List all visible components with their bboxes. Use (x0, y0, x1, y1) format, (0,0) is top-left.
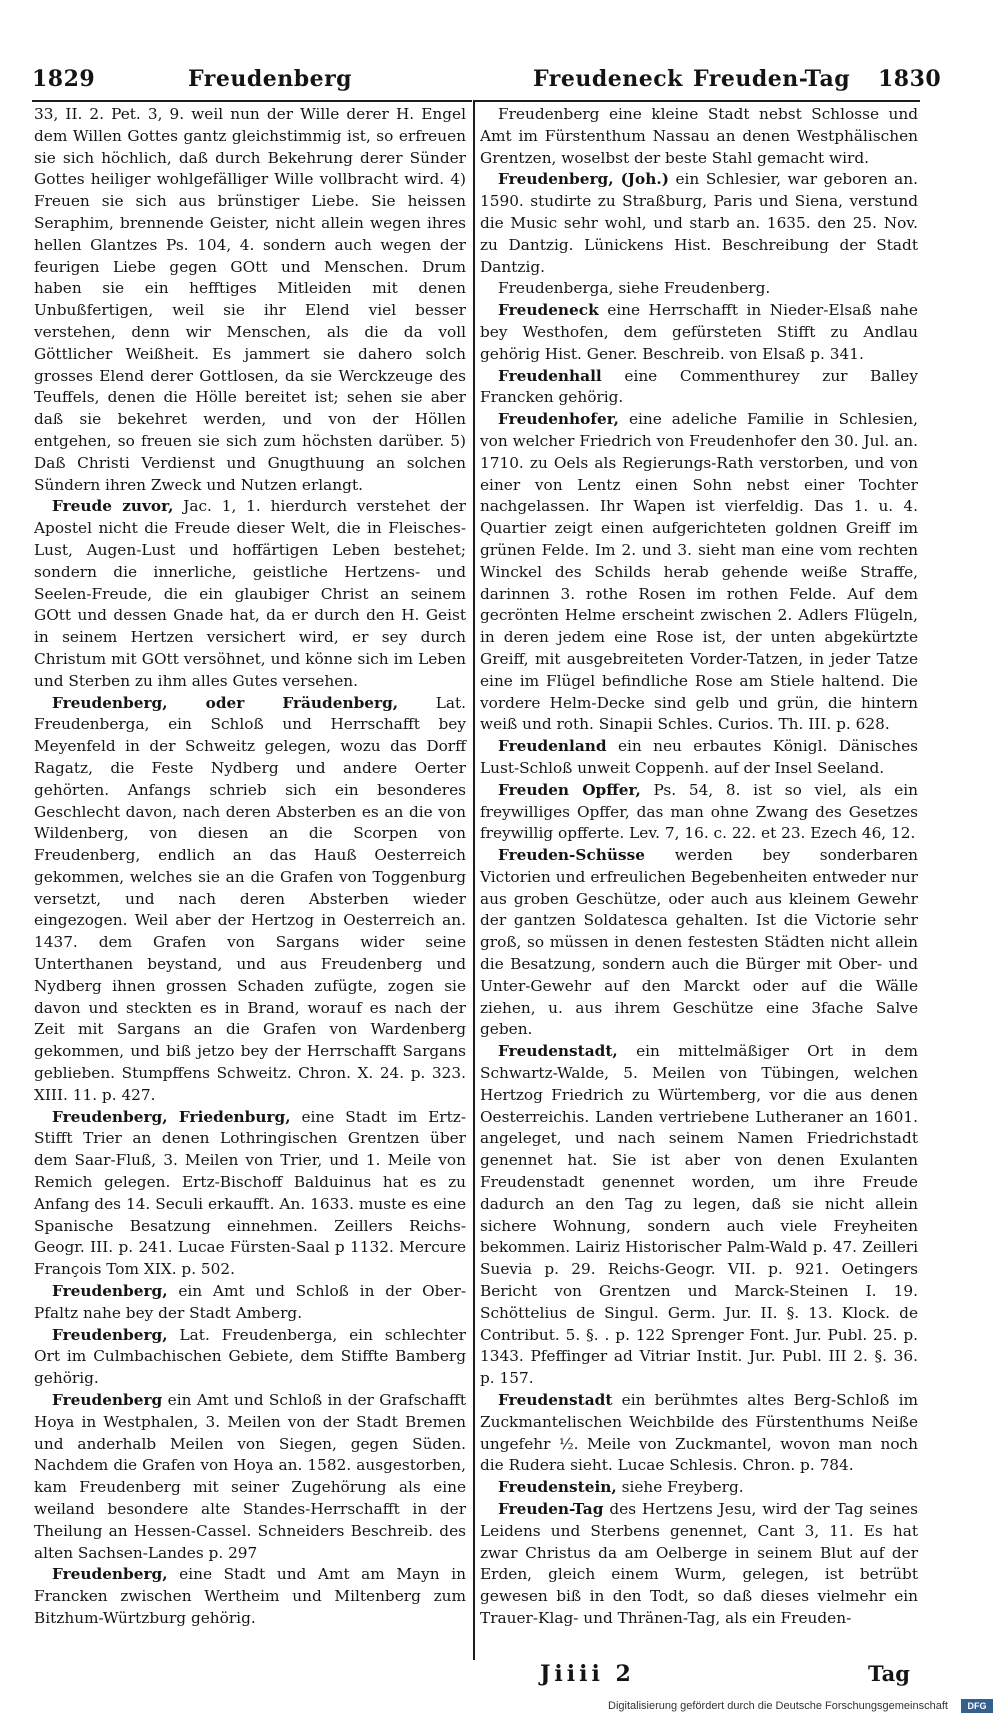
entry-lemma: Freuden-Tag (498, 1500, 604, 1518)
entry-text: ein berühmtes altes Berg-Schloß im Zuckmantelischen Weichbilde des Fürstenthums Neiße ungefehr ½. Meile von Zuckmantel, wovon man noch die Rudera sieht. Lucae Schlesis. Chron. p. 784. (480, 1391, 918, 1475)
entry-text: eine Commenthurey zur Balley Francken gehörig. (480, 366, 918, 407)
entry-left-5 (34, 1325, 466, 1390)
entry-lemma: Freuden Opffer, (498, 780, 641, 799)
entry-right-4 (480, 366, 918, 410)
entry-lemma: Freuden-Schüsse (498, 846, 645, 865)
entry-right-11 (480, 1477, 918, 1499)
entry-text: werden bey sonderbaren Victorien und erfreulichen Begebenheiten entweder nur aus groben Geschütze, oder auch aus kleinem Gewehr der gantzen Soldatesca gehalten. Ist die Victorie sehr groß, so müssen in denen festesten Städten nicht allein die Besatzung, sondern auch die Bürger mit Ober- und Unter-Gewehr auf den Marckt oder auf die Wälle ziehen, u. aus ihrem Geschütze eine 3fache Salve geben. (480, 846, 918, 1039)
entry-right-2 (480, 278, 918, 300)
entry-right-0 (480, 104, 918, 169)
entry-text: eine Stadt im Ertz-Stifft Trier an denen Lothringischen Grentzen über dem Saar-Fluß, 3. Meilen von Trier, und 1. Meile von Remich gelegen. Ertz-Bischoff Balduinus hat es zu Anfang des 14. Seculi erkaufft. An. 1633. muste es eine Spanische Besatzung einnehmen. Zeillers Reichs-Geogr. III. p. 241. Lucae Fürsten-Saal p 1132. Mercure François Tom XIX. p. 502. (34, 1107, 466, 1279)
page-number-left: 1829 (32, 66, 96, 92)
entry-text: Freudenberg eine kleine Stadt nebst Schlosse und Amt im Fürstenthum Nassau an denen Westphälischen Grentzen, woselbst der beste Stahl gemacht wird. (480, 105, 918, 167)
entry-text: Lat. Freudenberga, ein schlechter Ort im Culmbachischen Gebiete, dem Stiffte Bamberg gehörig. (34, 1325, 466, 1388)
entry-lemma: Freudenstein, (498, 1478, 617, 1497)
header-rule-right (474, 100, 920, 102)
entry-text: ein neu erbautes Königl. Dänisches Lust-Schloß unweit Coppenh. auf der Insel Seeland. (480, 737, 918, 777)
entry-left-6 (34, 1390, 466, 1564)
signature-mark: Jiiii 2 (540, 1661, 635, 1687)
entry-lemma: Freudenhofer, (498, 410, 619, 429)
entry-left-3 (34, 1107, 466, 1281)
entry-lemma: Freudenberg, Friedenburg, (52, 1107, 291, 1126)
entry-right-12 (480, 1499, 918, 1630)
page-number-right: 1830 (878, 66, 942, 92)
entry-lemma: Freudenstadt, (498, 1042, 618, 1061)
entry-left-0 (34, 104, 466, 496)
entry-text: ein Amt und Schloß in der Grafschafft Hoya in Westphalen, 3. Meilen von der Stadt Bremen und anderhalb Meilen von Siegen, gegen Süden. Nachdem die Grafen von Hoya an. 1582. ausgestorben, kam Freudenberg mit seiner Zugehörung als eine weiland besondere alte Standes-Herrschafft in der Theilung an Hessen-Cassel. Schneiders Beschreib. des alten Sachsen-Landes p. 297 (34, 1391, 466, 1562)
entry-text: eine Stadt und Amt am Mayn in Francken zwischen Wertheim und Miltenberg zum Bitzhum-Würtzburg gehörig. (34, 1565, 466, 1627)
running-head-left: Freudenberg (188, 66, 353, 92)
funding-note: Digitalisierung gefördert durch die Deutsche Forschungsgemeinschaft (608, 1700, 948, 1712)
entry-text: Lat. Freudenberga, ein Schloß und Herrschafft bey Meyenfeld in der Schweitz gelegen, wozu das Dorff Ragatz, die Feste Nydberg und andere Oerter gehörten. Anfangs schrieb sich ein besonderes Geschlecht davon, nach deren Absterben es an die von Wildenberg, von diesen an die Scorpen von Freudenberg, endlich an das Hauß Oesterreich gekommen, welches sie an die Grafen von Toggenburg versetzt, und nach deren Absterben wieder eingezogen. Weil aber der Hertzog in Oesterreich an. 1437. dem Grafen von Sargans wider seine Unterthanen beystand, und aus Freudenberg und Nydberg ihnen grossen Schaden zufügte, zogen sie davon und steckten es in Brand, worauf es nach der Zeit mit Sargans an die Grafen von Wardenberg gekommen, und biß jetzo bey der Herrschafft Sargans geblieben. Stumpffens Schweitz. Chron. X. 24. p. 323. XIII. 11. p. 427. (34, 693, 466, 1104)
entry-lemma: Freudenberg, (52, 1282, 168, 1301)
entry-text: ein mittelmäßiger Ort in dem Schwartz-Walde, 5. Meilen von Tübingen, welchen Hertzog Friedrich zu Würtemberg, vor die aus denen Oesterreichis. Landen vertriebene Lutheraner an 1601. angeleget, und nach seinem Namen Friedrichstadt genennet hat. Sie ist aber von denen Exulanten Freudenstadt genennet worden, um ihre Freude dadurch an den Tag zu legen, daß sie nicht allein sichere Wohnung, sondern auch viele Freyheiten bekommen. Lairiz Historischer Palm-Wald p. 47. Zeilleri Suevia p. 29. Reichs-Geogr. VII. p. 921. Oetingers Bericht von Grentzen und Marck-Steinen I. 19. Schöttelius de Singul. Germ. Jur. II. §. 13. Klock. de Contribut. 5. §. . p. 122 Sprenger Font. Jur. Publ. 25. p. 1343. Pfeffinger ad Vitriar Instit. Jur. Publ. III 2. §. 36. p. 157. (480, 1042, 918, 1388)
header-rule-left (32, 100, 472, 102)
entry-left-7 (34, 1564, 466, 1629)
entry-lemma: Freudenberg (52, 1391, 163, 1410)
entry-text: eine adeliche Familie in Schlesien, von welcher Friedrich von Freudenhofer den 30. Jul. an. 1710. zu Oels als Regierungs-Rath verstorben, und von einer von Lentz einen Sohn nebst einer Tochter nachgelassen. Ihr Wapen ist vierfeldig. Das 1. u. 4. Quartier zeigt einen aufgerichteten goldnen Greiff im grünen Felde. Im 2. und 3. sieht man eine vom rechten Winckel des Schilds herab gehende weiße Straffe, darinnen 3. rothe Rosen im rothen Felde. Auf dem gecrönten Helme erscheint zwischen 2. Adlers Flügeln, in deren jedem eine Rose ist, der unten abgekürtzte Greiff, mit ausgebreiteten Vorder-Tatzen, in jeder Tatze eine im Flügel befindliche Rose am Stiele haltend. Die vordere Helm-Decke sind gelb und grün, die hintern weiß und roth. Sinapii Schles. Curios. Th. III. p. 628. (480, 410, 918, 734)
entry-lemma: Freudenberg, (52, 1325, 168, 1344)
entry-right-1 (480, 169, 918, 278)
entry-text: siehe Freyberg. (621, 1478, 744, 1497)
running-head-right-start: Freudeneck (533, 66, 683, 92)
entry-lemma: Freudeneck (498, 301, 599, 320)
entry-text: des Hertzens Jesu, wird der Tag seines Leidens und Sterbens genennet, Cant 3, 11. Es hat zwar Christus da am Oelberge in seinem Blut auf der Erden, gleich einem Wurm, gelegen, ist betrübt gewesen biß in den Todt, so daß dieses vielmehr ein Trauer-Klag- und Thränen-Tag, als ein Freuden- (480, 1500, 918, 1627)
entry-text: eine Herrschafft in Nieder-Elsaß nahe bey Westhofen, dem gefürsteten Stifft zu Andlau gehörig Hist. Gener. Beschreib. von Elsaß p. 341. (480, 301, 918, 363)
entry-text: Jac. 1, 1. hierdurch verstehet der Apostel nicht die Freude dieser Welt, die in Fleisches-Lust, Augen-Lust und hoffärtigen Leben bestehet; sondern die innerliche, geistliche Hertzens- und Seelen-Freude, die ein glaubiger Christ an seinem GOtt und dessen Gnade hat, da er durch den H. Geist in seinem Hertzen versichert wird, er sey durch Christum mit GOtt versöhnet, und könne sich im Leben und Sterben zu ihm alles Gutes versehen. (34, 497, 466, 690)
entry-left-2 (34, 693, 466, 1107)
column-divider (473, 100, 475, 1660)
entry-right-3 (480, 300, 918, 365)
entry-right-6 (480, 736, 918, 780)
entry-text: ein Amt und Schloß in der Ober-Pfaltz nahe bey der Stadt Amberg. (34, 1282, 466, 1322)
entry-text: Freudenberga, siehe Freudenberg. (498, 279, 771, 298)
running-head-right-end: Freuden-Tag (693, 66, 851, 92)
entry-lemma: Freudenland (498, 737, 607, 756)
entry-left-1 (34, 496, 466, 692)
entry-lemma: Freudenberg, oder Fräudenberg, (52, 693, 399, 712)
entry-right-5 (480, 409, 918, 736)
entry-lemma: Freudenberg, (Joh.) (498, 170, 669, 189)
catchword: Tag (868, 1661, 910, 1686)
entry-right-9 (480, 1041, 918, 1390)
entry-lemma: Freude zuvor, (52, 497, 174, 516)
dfg-logo: DFG (961, 1699, 993, 1713)
entry-text: 33, II. 2. Pet. 3, 9. weil nun der Wille derer H. Engel dem Willen Gottes gantz gleichstimmig ist, so erfreuen sie sich höchlich, daß durch Bekehrung derer Sünder Gottes heiliger wohlgefälliger Wille vollbracht wird. 4) Freuen sie sich aus brünstiger Liebe. Sie heissen Seraphim, brennende Geister, nicht allein wegen ihres hellen Glantzes Ps. 104, 4. sondern auch wegen der feurigen Liebe gegen GOtt und Menschen. Drum haben sie ein hefftiges Mitleiden mit denen Unbußfertigen, weil sie ihr Elend viel besser verstehen, denn wir Menschen, als die da voll Göttlicher Weißheit. Es jammert sie dahero solch grosses Elend derer Gottlosen, da sie Werckzeuge des Teuffels, denen die Hölle bereitet ist; sehen sie aber daß sie bekehret werden, und von der Höllen entgehen, so freuen sie sich zum höchsten darüber. 5) Daß Christi Verdienst und Gnugthuung an solchen Sündern ihren Zweck und Nutzen erlangt. (34, 105, 466, 494)
entry-left-4 (34, 1281, 466, 1325)
entry-lemma: Freudenstadt (498, 1391, 613, 1410)
entry-right-7 (480, 780, 918, 845)
entry-lemma: Freudenberg, (52, 1565, 168, 1584)
entry-text: Ps. 54, 8. ist so viel, als ein freywilliges Opffer, das man ohne Zwang des Gesetzes freywillig opfferte. Lev. 7, 16. c. 22. et 23. Ezech 46, 12. (480, 780, 918, 843)
right-column (480, 104, 918, 1630)
entry-lemma: Freudenhall (498, 366, 602, 385)
entry-text: ein Schlesier, war geboren an. 1590. studirte zu Straßburg, Paris und Siena, verstund die Music sehr wohl, und starb an. 1635. den 25. Nov. zu Dantzig. Lünickens Hist. Beschreibung der Stadt Dantzig. (480, 170, 918, 276)
entry-right-10 (480, 1390, 918, 1477)
entry-right-8 (480, 845, 918, 1041)
left-column (34, 104, 466, 1630)
